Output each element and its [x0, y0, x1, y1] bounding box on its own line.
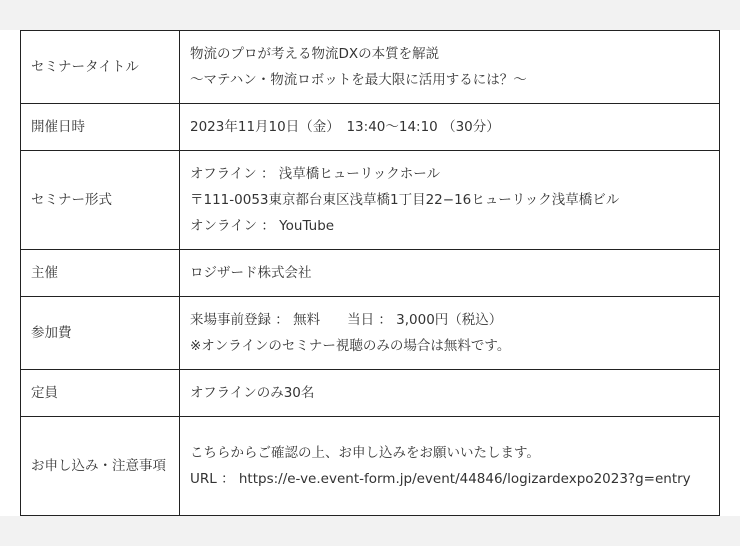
seminar-subtitle-text: ～マテハン・物流ロボットを最大限に活用するには？～	[190, 72, 527, 88]
row-label: 参加費	[21, 297, 180, 370]
table-row-organizer	[21, 250, 720, 297]
row-label: 主催	[21, 250, 180, 297]
online-format-text: オンライン ： YouTube	[190, 218, 335, 234]
row-value	[180, 417, 720, 516]
capacity-text: オフラインのみ30名	[190, 385, 315, 401]
seminar-title-text: 物流のプロが考える物流DXの本質を解説	[190, 46, 440, 62]
row-value	[180, 151, 720, 250]
row-value	[180, 297, 720, 370]
table-row-datetime	[21, 104, 720, 151]
offline-venue-text: オフライン ： 浅草橋ヒューリックホール	[190, 166, 440, 182]
venue-address-text: 〒111-0053東京都台東区浅草橋1丁目22−16ヒューリック浅草橋ビル	[190, 192, 620, 208]
row-value	[180, 370, 720, 417]
table-row-format	[21, 151, 720, 250]
row-value	[180, 31, 720, 104]
fee-note-text: ※オンラインのセミナー視聴のみの場合は無料です。	[190, 338, 511, 354]
row-label: セミナー形式	[21, 151, 180, 250]
table-row-fee	[21, 297, 720, 370]
application-label-text: お申し込み・注意事項	[31, 458, 166, 474]
row-label: 開催日時	[21, 104, 180, 151]
row-value	[180, 104, 720, 151]
seminar-info-table	[20, 30, 720, 516]
table-row-capacity	[21, 370, 720, 417]
fee-text: 来場事前登録 ： 無料 当日 ： 3,000円（税込）	[190, 312, 503, 328]
datetime-text: 2023年11月10日（金） 13:40～14:10 （30分）	[190, 119, 500, 135]
application-note-text: こちらからご確認の上、お申し込みをお願いいたします。	[190, 445, 540, 461]
table-row-application	[21, 417, 720, 516]
row-value	[180, 250, 720, 297]
row-label	[21, 417, 180, 516]
row-label: 定員	[21, 370, 180, 417]
row-label: セミナータイトル	[21, 31, 180, 104]
organizer-text: ロジザード株式会社	[190, 265, 312, 281]
table-row-title	[21, 31, 720, 104]
application-url-link[interactable]: URL ： https://e-ve.event-form.jp/event/44846/logizardexpo2023?g=entry	[190, 471, 691, 487]
